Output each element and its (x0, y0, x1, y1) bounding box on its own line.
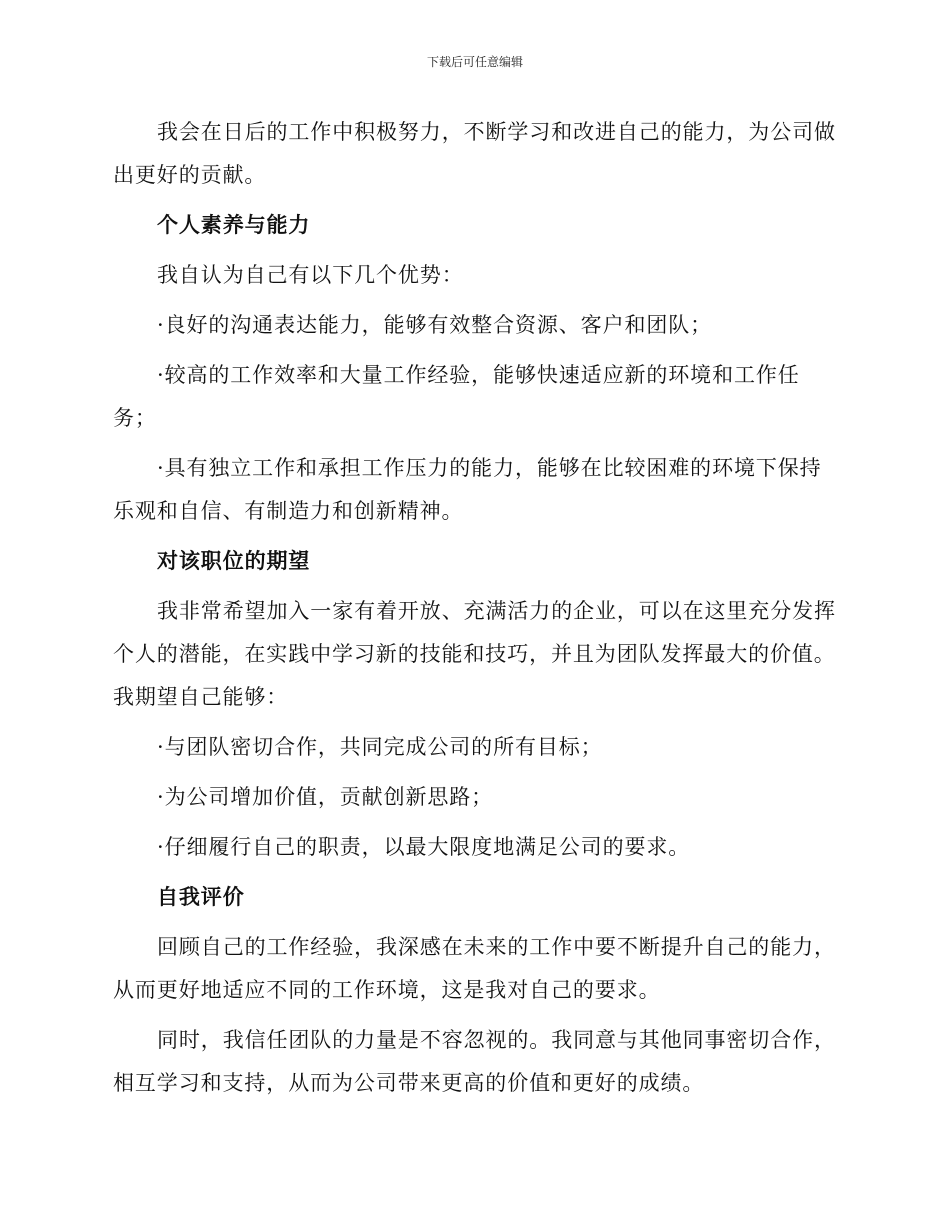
page-header: 下载后可任意编辑 (426, 55, 523, 69)
paragraph-review: 回顾自己的工作经验，我深感在未来的工作中要不断提升自己的能力，从而更好地适应不同的工作环境，这是我对自己的要求。 (113, 935, 836, 1002)
section-heading-self-evaluation: 自我评价 (157, 885, 245, 909)
bullet-efficiency: ·较高的工作效率和大量工作经验，能够快速适应新的环境和工作任务； (113, 363, 800, 430)
bullet-value: ·为公司增加价值，贡献创新思路； (157, 785, 494, 809)
document-body (113, 111, 837, 1112)
bullet-teamwork: ·与团队密切合作，共同完成公司的所有目标； (157, 735, 603, 759)
bullet-communication: ·良好的沟通表达能力，能够有效整合资源、客户和团队； (157, 313, 713, 337)
section-heading-expectations: 对该职位的期望 (157, 549, 311, 573)
paragraph-strengths-intro: 我自认为自己有以下几个优势： (157, 263, 464, 287)
bullet-independence: ·具有独立工作和承担工作压力的能力，能够在比较困难的环境下保持乐观和自信、有制造力和创新精神。 (113, 456, 822, 523)
paragraph-expectations: 我非常希望加入一家有着开放、充满活力的企业，可以在这里充分发挥个人的潜能，在实践中学习新的技能和技巧，并且为团队发挥最大的价值。我期望自己能够： (113, 599, 836, 709)
section-heading-abilities: 个人素养与能力 (157, 213, 311, 237)
paragraph-intro: 我会在日后的工作中积极努力，不断学习和改进自己的能力，为公司做出更好的贡献。 (113, 120, 836, 187)
paragraph-team-trust: 同时，我信任团队的力量是不容忽视的。我同意与其他同事密切合作，相互学习和支持，从而为公司带来更高的价值和更好的成绩。 (113, 1028, 836, 1095)
bullet-duties: ·仔细履行自己的职责，以最大限度地满足公司的要求。 (157, 835, 691, 859)
